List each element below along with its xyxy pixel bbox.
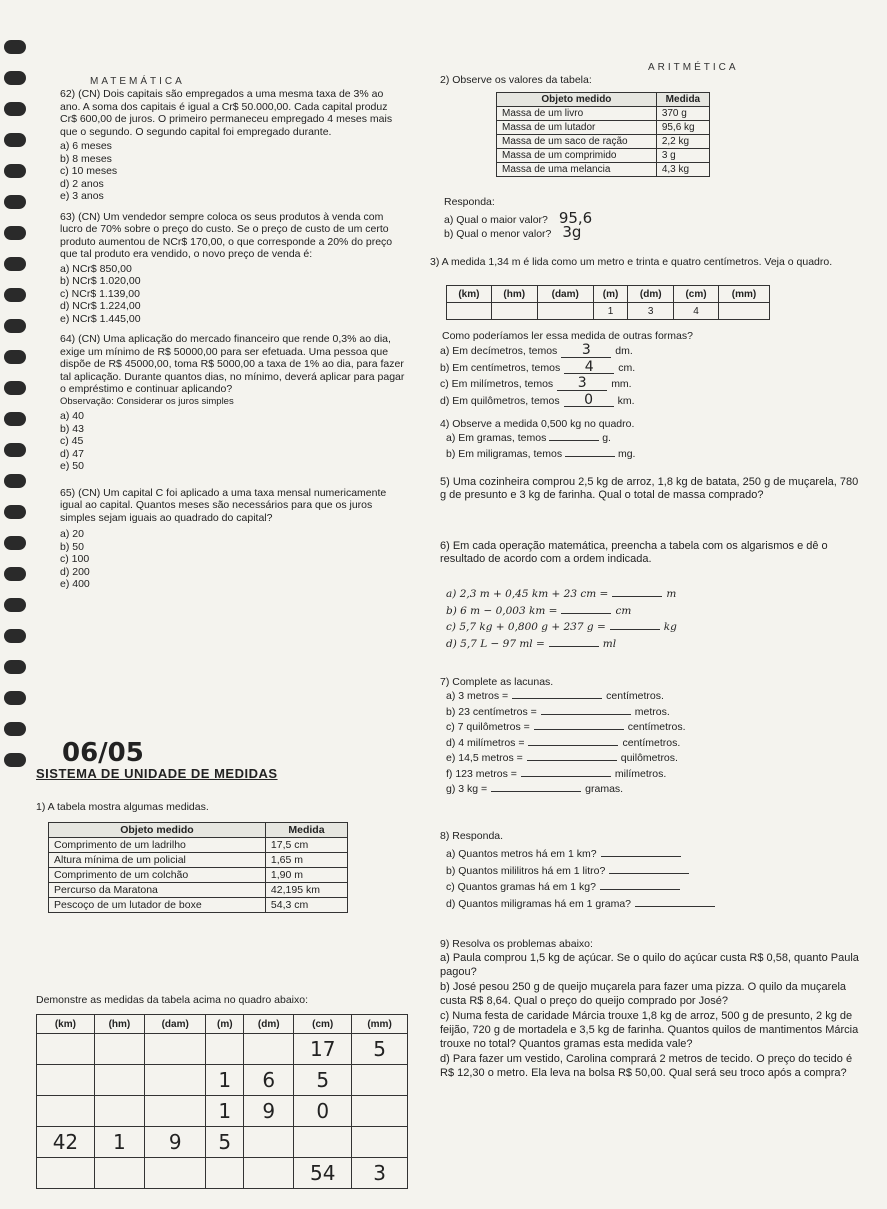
- unit-cell[interactable]: 42: [37, 1127, 95, 1158]
- binder-ring: [4, 474, 26, 488]
- question-2: [440, 74, 860, 87]
- q62-option-d: d) 2 anos: [60, 177, 104, 190]
- q63-option-c: c) NCr$ 1.139,00: [60, 287, 140, 300]
- left-column: [60, 88, 405, 591]
- table-row: [37, 1065, 408, 1096]
- binder-rings: [0, 40, 28, 800]
- answer-blank[interactable]: [601, 856, 681, 857]
- q4-item-a: [446, 432, 611, 445]
- table-cell: Massa de um lutador: [497, 121, 657, 135]
- unit-cell: 1: [593, 303, 627, 320]
- unit-cell: 3: [628, 303, 674, 320]
- table-cell: 1,90 m: [265, 868, 347, 883]
- binder-ring: [4, 133, 26, 147]
- unit-cell: [491, 303, 537, 320]
- q3-items: [440, 344, 760, 410]
- q7-item-label: e) 14,5 metros =: [446, 752, 523, 764]
- unit-header: (mm): [352, 1015, 408, 1034]
- q8-items: [446, 848, 786, 914]
- binder-ring: [4, 567, 26, 581]
- q3-unit: km.: [617, 394, 635, 407]
- header-right: ARITMÉTICA: [648, 62, 739, 73]
- unit-cell[interactable]: 1: [206, 1065, 244, 1096]
- question-8-text: 8) Responda.: [440, 830, 504, 842]
- q7-item: [446, 737, 776, 750]
- unit-header: (cm): [294, 1015, 352, 1034]
- binder-ring: [4, 164, 26, 178]
- q63-option-e: e) NCr$ 1.445,00: [60, 312, 141, 325]
- q8-item-label: c) Quantos gramas há em 1 kg?: [446, 881, 596, 893]
- table-cell: Massa de uma melancia: [497, 163, 657, 177]
- unit-header: (m): [206, 1015, 244, 1034]
- handwritten-date: 06/05: [62, 738, 144, 768]
- q2-mass-table: [496, 92, 710, 177]
- q7-unit: centímetros.: [622, 736, 681, 749]
- binder-ring: [4, 691, 26, 705]
- q7-item-label: b) 23 centímetros =: [446, 705, 537, 718]
- q65-option-e: e) 400: [60, 578, 90, 590]
- q6-unit: kg: [663, 621, 677, 633]
- unit-header: (km): [447, 286, 492, 303]
- answer-blank[interactable]: [534, 729, 624, 730]
- q2-item-a-label: a) Qual o maior valor?: [444, 214, 548, 226]
- q3-item: [440, 358, 760, 375]
- q62-option-a: a) 6 meses: [60, 140, 112, 152]
- binder-ring: [4, 350, 26, 364]
- unit-cell[interactable]: [37, 1034, 95, 1065]
- q2-item-b: [444, 223, 582, 241]
- q7-item-label: g) 3 kg =: [446, 783, 488, 795]
- unit-cell[interactable]: 9: [244, 1096, 294, 1127]
- q7-unit: gramas.: [585, 783, 624, 795]
- q6-item: [446, 638, 766, 651]
- table-cell: 4,3 kg: [656, 163, 709, 177]
- q8-item-label: b) Quantos mililitros há em 1 litro?: [446, 864, 606, 877]
- q4-item-b: [446, 448, 635, 461]
- q7-item-label: f) 123 metros =: [446, 767, 517, 780]
- q4-item-a-label: a) Em gramas, temos: [446, 432, 547, 444]
- binder-ring: [4, 722, 26, 736]
- q4-unit-a: g.: [602, 432, 611, 444]
- binder-ring: [4, 288, 26, 302]
- q4-answer-a-blank[interactable]: [549, 440, 599, 441]
- q7-item: [446, 690, 776, 703]
- q7-item-label: c) 7 quilômetros =: [446, 721, 530, 733]
- unit-header: (dm): [244, 1015, 294, 1034]
- answer-blank[interactable]: [512, 698, 602, 699]
- unit-cell[interactable]: 54: [294, 1158, 352, 1189]
- q3-question: Como poderíamos ler essa medida de outras formas?: [442, 330, 693, 342]
- q3-answer[interactable]: 4: [564, 361, 614, 375]
- unit-cell: [447, 303, 492, 320]
- unit-cell[interactable]: [144, 1034, 205, 1065]
- q62-option-e: e) 3 anos: [60, 190, 104, 202]
- q62-option-b: b) 8 meses: [60, 152, 112, 165]
- q64-option-e: e) 50: [60, 460, 84, 472]
- binder-ring: [4, 226, 26, 240]
- q6-unit: ml: [602, 637, 617, 650]
- q7-unit: quilômetros.: [620, 752, 678, 764]
- q3-unit: mm.: [611, 378, 632, 390]
- q7-unit: centímetros.: [606, 690, 664, 702]
- table-cell: 2,2 kg: [656, 135, 709, 149]
- unit-cell[interactable]: [94, 1034, 144, 1065]
- binder-ring: [4, 102, 26, 116]
- q2-answer-b: 3g: [562, 223, 582, 241]
- question-65-text: 65) (CN) Um capital C foi aplicado a uma taxa mensal numericamente igual ao capital. Quantos meses são necessários para que os juros simples sejam iguais ao quadrado do capital?: [60, 486, 387, 524]
- answer-blank[interactable]: [549, 646, 599, 647]
- binder-ring: [4, 71, 26, 85]
- q3-item-label: b) Em centímetros, temos: [440, 361, 561, 374]
- unit-cell[interactable]: [244, 1158, 294, 1189]
- q64-option-c: c) 45: [60, 435, 84, 447]
- q64-option-d: d) 47: [60, 447, 84, 460]
- q7-item-label: a) 3 metros =: [446, 690, 509, 702]
- unit-cell[interactable]: [206, 1158, 244, 1189]
- table-cell: 3 g: [656, 149, 709, 163]
- q7-item: [446, 721, 776, 734]
- binder-ring: [4, 443, 26, 457]
- answer-blank[interactable]: [609, 873, 689, 874]
- table-cell: Comprimento de um colchão: [49, 868, 266, 883]
- table-cell: 17,5 cm: [265, 838, 347, 853]
- q6-unit: m: [666, 588, 677, 600]
- answer-blank[interactable]: [527, 760, 617, 761]
- q2-respond: Responda:: [444, 196, 495, 208]
- table-cell: Comprimento de um ladrilho: [49, 838, 266, 853]
- answer-blank[interactable]: [521, 776, 611, 777]
- unit-cell[interactable]: [37, 1096, 95, 1127]
- q4-unit-b: mg.: [617, 448, 636, 460]
- answer-blank[interactable]: [635, 906, 715, 907]
- q6-item-label: b) 6 m − 0,003 km =: [446, 604, 558, 617]
- q8-item-label: d) Quantos miligramas há em 1 grama?: [446, 897, 631, 910]
- q9-item: d) Para fazer um vestido, Carolina comprará 2 metros de tecido. O preço do tecido é R$ 12,30 o metro. Ela leva na bolsa R$ 50,00. Qual será seu troco após a compra?: [440, 1053, 853, 1079]
- unit-cell[interactable]: [94, 1096, 144, 1127]
- unit-cell[interactable]: [144, 1096, 205, 1127]
- unit-header: (cm): [674, 286, 719, 303]
- unit-cell[interactable]: [352, 1065, 408, 1096]
- q9-item: b) José pesou 250 g de queijo muçarela para fazer uma pizza. O quilo da muçarela custa R$ 8,64. Qual o preço do queijo comprado por José?: [440, 981, 847, 1007]
- unit-cell[interactable]: 0: [294, 1096, 352, 1127]
- q2-header-object: Objeto medido: [497, 93, 657, 107]
- question-4-text: 4) Observe a medida 0,500 kg no quadro.: [440, 418, 635, 430]
- q6-items: [446, 588, 766, 654]
- unit-header: (mm): [718, 286, 769, 303]
- table-cell: Massa de um saco de ração: [497, 135, 657, 149]
- q9-items: [440, 952, 860, 1082]
- answer-blank[interactable]: [491, 791, 581, 792]
- q7-unit: metros.: [634, 705, 670, 718]
- unit-cell[interactable]: 5: [206, 1127, 244, 1158]
- unit-cell[interactable]: [244, 1034, 294, 1065]
- table-cell: 42,195 km: [265, 883, 347, 898]
- unit-header: (dm): [628, 286, 674, 303]
- q6-item-label: d) 5,7 L − 97 ml =: [446, 637, 545, 650]
- binder-ring: [4, 753, 26, 767]
- binder-ring: [4, 629, 26, 643]
- binder-ring: [4, 598, 26, 612]
- q3-item: [440, 377, 760, 391]
- unit-cell[interactable]: [206, 1034, 244, 1065]
- unit-cell[interactable]: 1: [94, 1127, 144, 1158]
- unit-cell[interactable]: [144, 1158, 205, 1189]
- q6-item-label: c) 5,7 kg + 0,800 g + 237 g =: [446, 621, 606, 633]
- unit-header: (dam): [537, 286, 593, 303]
- binder-ring: [4, 319, 26, 333]
- table-row: [37, 1158, 408, 1189]
- q6-item: [446, 621, 766, 634]
- answer-blank[interactable]: [612, 596, 662, 597]
- q6-item-label: a) 2,3 m + 0,45 km + 23 cm =: [446, 588, 609, 600]
- unit-header: (hm): [94, 1015, 144, 1034]
- question-9-text: 9) Resolva os problemas abaixo:: [440, 938, 593, 950]
- unit-cell[interactable]: [144, 1065, 205, 1096]
- q8-item: [446, 898, 786, 911]
- q3-answer[interactable]: 3: [557, 377, 607, 391]
- binder-ring: [4, 40, 26, 54]
- q3-item: [440, 344, 760, 358]
- unit-cell[interactable]: [352, 1127, 408, 1158]
- q65-option-d: d) 200: [60, 565, 90, 578]
- q7-item: [446, 768, 776, 781]
- q2-item-b-label: b) Qual o menor valor?: [444, 228, 552, 240]
- q1-measure-table: [48, 822, 348, 913]
- unit-header: (m): [593, 286, 627, 303]
- q8-item: [446, 848, 786, 861]
- unit-header: (dam): [144, 1015, 205, 1034]
- binder-ring: [4, 381, 26, 395]
- q3-unit-table: [446, 285, 770, 320]
- q65-option-a: a) 20: [60, 528, 84, 540]
- q8-item: [446, 881, 786, 894]
- table-row: [447, 303, 770, 320]
- table-cell: Pescoço de um lutador de boxe: [49, 898, 266, 913]
- q6-unit: cm: [615, 604, 632, 617]
- binder-ring: [4, 412, 26, 426]
- q63-option-a: a) NCr$ 850,00: [60, 262, 132, 275]
- table-row: [37, 1034, 408, 1065]
- question-62-text: 62) (CN) Dois capitais são empregados a uma mesma taxa de 3% ao ano. A soma dos capitais é igual a Cr$ 50.000,00. Cada capital produz Cr$ 600,00 de juros. O primeiro permaneceu empregado 4 meses mais que o segundo. O segundo capital foi empregado durante.: [60, 88, 393, 138]
- q4-item-b-label: b) Em miligramas, temos: [446, 448, 563, 460]
- unit-cell: [537, 303, 593, 320]
- q3-item-label: c) Em milímetros, temos: [440, 378, 554, 390]
- unit-cell[interactable]: [352, 1096, 408, 1127]
- q3-answer[interactable]: 3: [561, 344, 611, 358]
- q63-option-b: b) NCr$ 1.020,00: [60, 275, 141, 287]
- q9-item: a) Paula comprou 1,5 kg de açúcar. Se o quilo do açúcar custa R$ 0,58, quanto Paula pagou?: [440, 952, 859, 978]
- q2-header-measure: Medida: [656, 93, 709, 107]
- question-63-text: 63) (CN) Um vendedor sempre coloca os seus produtos à venda com lucro de 70% sobre o preço do custo. Se o preço de custo de um certo produto aumentou de NCr$ 170,00, o que corresponde a 20% do preço que tal produto era vendido, o novo preço de venda é:: [60, 210, 393, 260]
- question-6-text: 6) Em cada operação matemática, preencha a tabela com os algarismos e dê o resultado de acordo com a ordem indicada.: [440, 540, 828, 565]
- question-7-text: 7) Complete as lacunas.: [440, 676, 554, 688]
- question-3-text: 3) A medida 1,34 m é lida como um metro e trinta e quatro centímetros. Veja o quadro.: [430, 256, 833, 268]
- table-cell: Percurso da Maratona: [49, 883, 266, 898]
- q3-item-label: a) Em decímetros, temos: [440, 345, 558, 357]
- q1-header-measure: Medida: [265, 823, 347, 838]
- question-62: [60, 88, 405, 203]
- header-left: MATEMÁTICA: [90, 76, 185, 87]
- unit-header: (hm): [491, 286, 537, 303]
- q1-instruction: Demonstre as medidas da tabela acima no quadro abaixo:: [36, 994, 308, 1006]
- q3-answer[interactable]: 0: [564, 394, 614, 408]
- q62-option-c: c) 10 meses: [60, 165, 118, 177]
- unit-cell[interactable]: 5: [352, 1034, 408, 1065]
- table-cell: Massa de um comprimido: [497, 149, 657, 163]
- unit-cell[interactable]: [244, 1127, 294, 1158]
- question-64: [60, 333, 405, 473]
- q3-unit: dm.: [615, 345, 633, 357]
- unit-cell[interactable]: 1: [206, 1096, 244, 1127]
- q6-item: [446, 588, 766, 601]
- answer-blank[interactable]: [610, 629, 660, 630]
- table-cell: 1,65 m: [265, 853, 347, 868]
- unit-cell[interactable]: 5: [294, 1065, 352, 1096]
- answer-blank[interactable]: [528, 745, 618, 746]
- q6-item: [446, 605, 766, 618]
- unit-cell[interactable]: 3: [352, 1158, 408, 1189]
- table-cell: 95,6 kg: [656, 121, 709, 135]
- table-cell: 370 g: [656, 107, 709, 121]
- unit-cell[interactable]: [94, 1065, 144, 1096]
- q64-option-b: b) 43: [60, 422, 84, 435]
- q63-option-d: d) NCr$ 1.224,00: [60, 300, 141, 312]
- unit-cell: [718, 303, 769, 320]
- table-row: [37, 1127, 408, 1158]
- q3-unit: cm.: [618, 361, 636, 374]
- q1-header-object: Objeto medido: [49, 823, 266, 838]
- q8-item: [446, 865, 786, 878]
- q9-item: c) Numa festa de caridade Márcia trouxe 1,8 kg de arroz, 500 g de presunto, 2 kg de feijão, 720 g de mortadela e 3,5 kg de farinha. Quantos quilos de mantimentos Márcia trouxe no total? Quantos gramas esta medida vale?: [440, 1010, 859, 1050]
- question-2-text: 2) Observe os valores da tabela:: [440, 74, 592, 86]
- question-64-note: Observação: Considerar os juros simples: [60, 395, 234, 407]
- q1-unit-table: [36, 1014, 408, 1189]
- binder-ring: [4, 505, 26, 519]
- answer-blank[interactable]: [600, 889, 680, 890]
- q7-item: [446, 706, 776, 719]
- unit-cell[interactable]: 6: [244, 1065, 294, 1096]
- q2-answer-a: 95,6: [558, 209, 593, 227]
- unit-cell[interactable]: [94, 1158, 144, 1189]
- unit-cell[interactable]: 17: [294, 1034, 352, 1065]
- unit-cell[interactable]: [37, 1065, 95, 1096]
- q7-item: [446, 783, 776, 796]
- binder-ring: [4, 257, 26, 271]
- binder-ring: [4, 660, 26, 674]
- q3-item: [440, 391, 760, 408]
- table-cell: Altura mínima de um policial: [49, 853, 266, 868]
- q7-item-label: d) 4 milímetros =: [446, 736, 525, 749]
- unit-header: (km): [37, 1015, 95, 1034]
- unit-cell[interactable]: 9: [144, 1127, 205, 1158]
- question-64-text: 64) (CN) Uma aplicação do mercado financeiro que rende 0,3% ao dia, exige um mínimo de R$ 50000,00 para ser efetuada. Uma pessoa que dispõe de R$ 45000,00, toma R$ 5000,00 a taxa de 1% ao dia, para fazer tal aplicação. Durante quantos dias, no mínimo, deverá aplicar para pagar o empréstimo e continuar aplicando?: [60, 333, 405, 395]
- question-5-text: 5) Uma cozinheira comprou 2,5 kg de arroz, 1,8 kg de batata, 250 g de muçarela, 780 g de presunto e 3 kg de farinha. Qual o total de massa comprado?: [440, 476, 859, 501]
- table-row: [37, 1096, 408, 1127]
- q65-option-b: b) 50: [60, 540, 84, 553]
- binder-ring: [4, 536, 26, 550]
- q3-item-label: d) Em quilômetros, temos: [440, 394, 560, 407]
- binder-ring: [4, 195, 26, 209]
- unit-cell[interactable]: [37, 1158, 95, 1189]
- q64-option-a: a) 40: [60, 410, 84, 422]
- unit-cell: 4: [674, 303, 719, 320]
- q4-answer-b-blank[interactable]: [565, 456, 615, 457]
- q7-item: [446, 752, 776, 765]
- question-65: [60, 487, 405, 591]
- q7-unit: centímetros.: [627, 721, 686, 733]
- answer-blank[interactable]: [541, 714, 631, 715]
- question-63: [60, 211, 405, 326]
- section-title: SISTEMA DE UNIDADE DE MEDIDAS: [36, 766, 278, 781]
- unit-cell[interactable]: [294, 1127, 352, 1158]
- q7-items: [446, 690, 776, 799]
- q7-unit: milímetros.: [614, 767, 667, 780]
- q65-option-c: c) 100: [60, 553, 90, 565]
- question-1-text: 1) A tabela mostra algumas medidas.: [36, 801, 209, 813]
- table-cell: Massa de um livro: [497, 107, 657, 121]
- answer-blank[interactable]: [561, 613, 611, 614]
- q8-item-label: a) Quantos metros há em 1 km?: [446, 848, 597, 860]
- table-cell: 54,3 cm: [265, 898, 347, 913]
